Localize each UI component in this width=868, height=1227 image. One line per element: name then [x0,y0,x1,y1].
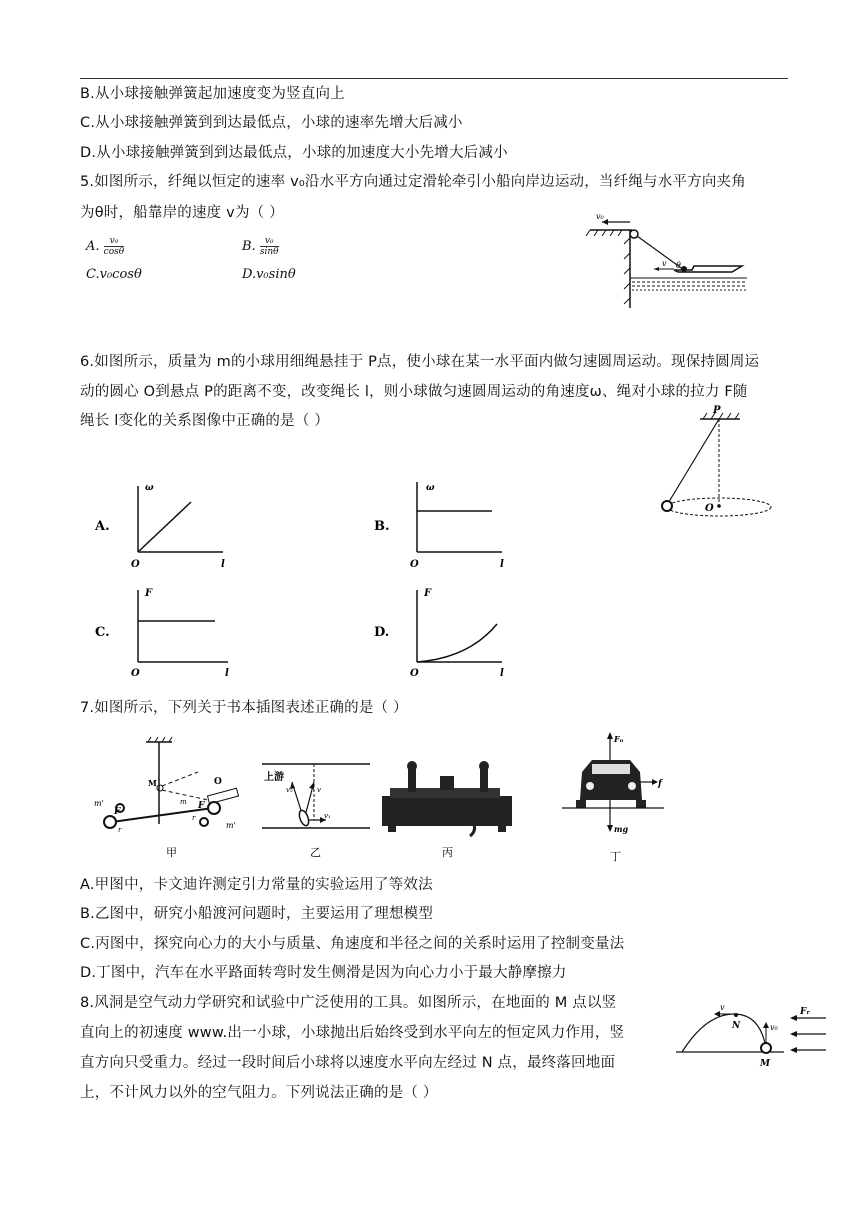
q6-graph-c-xaxis: l [225,668,229,679]
q6-pendulum-figure [655,405,785,525]
q5-stem-line1: 5.如图所示，纤绳以恒定的速率 v₀沿水平方向通过定滑轮牵引小船向岸边运动，当纤绳与水平方向夹角 [80,174,746,190]
q7-ding-label-fn: Fₙ [614,734,624,744]
q6-graph-d-xaxis: l [500,668,504,679]
q7-yi-label-v1: v₁ [324,812,331,820]
q7-option-b: B.乙图中，研究小船渡河问题时，主要运用了理想模型 [80,906,434,922]
q7-option-a: A.甲图中，卡文迪许测定引力常量的实验运用了等效法 [80,877,433,893]
q6-graph-b-yaxis: ω [426,483,435,493]
q7-jia-label-m1: m' [94,799,104,808]
q5-option-a: A. $\frac{\text{v₀}}{\cos\theta}$ [86,236,125,257]
q6-graph-a-yaxis: ω [145,483,154,493]
q8-stem-line1: 8.风洞是空气动力学研究和试验中广泛使用的工具。如图所示，在地面的 M 点以竖 [80,995,617,1011]
q6-graph-d-origin: O [410,668,419,679]
q6-graph-d-yaxis: F [424,588,432,599]
q5-label-v: v [662,259,667,268]
q7-figure-yi [262,752,372,862]
q8-label-v0: v₀ [770,1023,778,1032]
q6-graph-b-origin: O [410,559,419,570]
q6-graph-a [95,478,235,573]
q7-jia-label-o: O [214,777,222,787]
q8-stem-line4: 上，不计风力以外的空气阻力。下列说法正确的是（ ） [80,1085,438,1101]
q7-jia-label-r2: r [192,814,196,822]
q7-option-c: C.丙图中，探究向心力的大小与质量、角速度和半径之间的关系时运用了控制变量法 [80,936,625,952]
q6-graph-a-origin: O [131,559,140,570]
q6-label-p: P [713,405,721,416]
q8-label-v: v [720,1003,725,1012]
q8-label-fr: Fᵣ [800,1007,811,1017]
q7-jia-label-f1: F [114,807,121,817]
q7-jia-label-r1: r [118,826,122,834]
q5-option-c: C.v₀cosθ [86,267,142,282]
q6-graph-b-label: B. [374,519,390,534]
q7-option-d: D.丁图中，汽车在水平路面转弯时发生侧滑是因为向心力小于最大静摩擦力 [80,965,567,981]
q7-jia-label-f2: F [198,801,205,811]
q5-label-v0: v₀ [596,212,604,221]
q7-figure-bing [380,758,520,863]
q7-yi-label-v2: v₂ [286,786,293,794]
q7-yi-label-v: v [317,786,321,794]
q6-stem-line3: 绳长 l变化的关系图像中正确的是（ ） [80,413,330,429]
q7-figure-jia [88,736,258,861]
q5-boat-figure [582,208,752,318]
q7-figure-ding [562,730,672,865]
q6-graph-d-curve [417,624,497,662]
q5-stem-line2: 为θ时，船靠岸的速度 v为（ ） [80,205,284,221]
q6-graph-b-xaxis: l [500,559,504,570]
q4-option-c: C.从小球接触弹簧到到达最低点，小球的速率先增大后减小 [80,115,463,131]
q7-jia-caption: 甲 [166,846,177,859]
q6-graph-c-label: C. [95,625,110,640]
q6-graph-d [374,584,514,679]
q5-option-d: D.v₀sinθ [242,267,296,282]
q8-label-n: N [732,1021,741,1031]
q5-label-theta: θ [676,261,681,270]
q6-label-o: O [705,503,714,514]
q4-option-d: D.从小球接触弹簧到到达最低点，小球的加速度大小先增大后减小 [80,145,508,161]
q7-ding-label-mg: mg [614,824,629,834]
q8-label-m: M [760,1059,770,1069]
q7-jia-label-m2: m' [226,821,236,830]
q7-jia-label-m: M [148,778,157,788]
q6-graph-b [374,478,514,573]
q4-option-b: B.从小球接触弹簧起加速度变为竖直向上 [80,86,345,102]
q7-yi-caption: 乙 [310,846,321,859]
q6-graph-a-label: A. [95,519,110,534]
q7-jia-label-m3: m [180,798,187,806]
q7-yi-label-upstream: 上游 [264,772,284,783]
q6-graph-c-origin: O [131,668,140,679]
q6-stem-line2: 动的圆心 O到悬点 P的距离不变，改变绳长 l，则小球做匀速圆周运动的角速度ω、绳对小球的拉力 F随 [80,384,748,400]
q8-stem-line3: 直方向只受重力。经过一段时间后小球将以速度水平向左经过 N 点，最终落回地面 [80,1055,616,1071]
header-rule [80,78,788,79]
q6-graph-c [95,584,235,679]
q7-ding-caption: 丁 [610,850,621,863]
q5-option-b: B. $\frac{\text{v₀}}{\sin\theta}$ [242,236,279,257]
q6-stem-line1: 6.如图所示，质量为 m的小球用细绳悬挂于 P点，使小球在某一水平面内做匀速圆周运动。现保持圆周运 [80,354,760,370]
q6-graph-d-label: D. [374,625,390,640]
q6-graph-a-curve [138,502,191,552]
q6-graph-a-xaxis: l [221,559,225,570]
q7-bing-caption: 丙 [442,846,453,859]
q8-stem-line2: 直向上的初速度 www.出一小球，小球抛出后始终受到水平向左的恒定风力作用，竖 [80,1025,625,1041]
q7-ding-label-f: f [658,779,662,789]
q6-graph-c-yaxis: F [145,588,153,599]
q8-wind-tunnel-figure [676,996,832,1071]
q7-stem: 7.如图所示，下列关于书本插图表述正确的是（ ） [80,700,408,716]
